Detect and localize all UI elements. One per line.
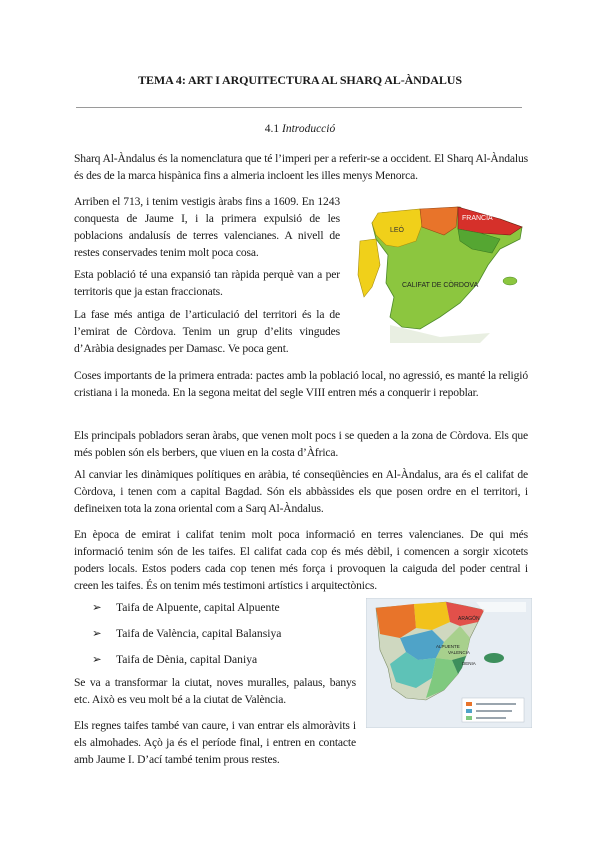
section-title: Introducció [282,123,336,135]
document-title: TEMA 4: ART I ARQUITECTURA AL SHARQ AL-ÀNDALUS [138,73,462,87]
paragraph-2: Arriben el 713, i tenim vestigis àrabs fins a 1609. En 1243 conquesta de Jaume I, i la primera expulsió de les poblacions andalusís de terres valencianes. A nivell de restes conservades tenim molt poca cosa. [74,195,340,259]
paragraph-5: Coses importants de la primera entrada: pactes amb la població local, no agressió, es manté la religió cristiana i la moneda. En la segona meitat del segle VIII entren més a conquerir i repoblar. [74,369,528,399]
legend-swatch [466,716,472,720]
paragraph-1: Sharq Al-Àndalus és la nomenclatura que té l’imperi per a referir-se a occident. El Sharq Al-Àndalus és des de la marca hispànica fins a almeria incloent les illes menys Menorca. [74,152,528,182]
section-heading [0,123,600,135]
bullet-arrow-icon: ➢ [92,627,102,640]
france-area [476,602,526,612]
balearic-islands [503,277,517,285]
map1-label-francia: FRANCIA [462,215,493,222]
map2-label-denia: DENIA [462,661,476,666]
paragraph-8: En època de emirat i califat tenim molt poca informació en terres valencianes. De qui més informació tenim són de les taifes. El califat cada cop és més dèbil, i comencen a sorgir xicotets poders locals. Estos poders cada cop tenen més força i provoquen la caiguda del poder central i creen les taifes. És on tenim més testimoni artístics i arquitectònics. [74,528,528,592]
map2-label-valencia: VALENCIA [448,650,470,655]
map1-label-califat: CALIFAT DE CÒRDOVA [402,282,479,289]
bullet-item-denia [92,652,257,667]
map2-label-alpuente: ALPUENTE [436,644,460,649]
bullet-item-alpuente [92,600,280,615]
legend-text-line [476,710,512,712]
map1-label-leo: LEÓ [390,227,405,234]
section-number: 4.1 [264,123,280,135]
taifa-kingdoms-map [366,598,532,728]
paragraph-6: Els principals pobladors seran àrabs, que venen molt pocs i se queden a la zona de Còrdova. Els que més poblen són els berbers, que viuen en la costa d’Àfrica. [74,429,528,459]
paragraph-4: La fase més antiga de l’articulació del territori és la de l’emirat de Còrdova. Tenim un grup d’elits vingudes d’Aràbia designades per Damasc. Ve poca gent. [74,308,340,355]
bullet-text: Taifa de Alpuente, capital Alpuente [116,601,280,614]
bullet-text: Taifa de València, capital Balansiya [116,627,282,640]
bullet-arrow-icon: ➢ [92,653,102,666]
paragraph-3: Esta població té una expansió tan ràpida perquè van a per territoris que ja estan fraccionats. [74,268,340,298]
title-divider [76,107,522,108]
bullet-item-valencia [92,626,281,641]
legend-swatch [466,709,472,713]
legend-text-line [476,717,506,719]
portugal-region [358,239,380,297]
legend-text-line [476,703,516,705]
mallorca-island [484,653,504,663]
paragraph-10: Els regnes taifes també van caure, i van entrar els almoràvits i els almohades. Açò ja és el període final, i entren en contacte amb Jaume I. D’ací també tenim prous restes. [74,719,356,766]
map2-label-aragon: ARAGÓN [458,616,480,622]
paragraph-7: Al canviar les dinàmiques polítiques en aràbia, té conseqüències en Al-Àndalus, ara és el califat de Còrdova, i tenen com a capital Bagdad. Són els abbàssides els que posen ordre en el territori, i defineixen tota la zona oriental com a Sarq Al-Àndalus. [74,468,528,515]
paragraph-9: Se va a transformar la ciutat, noves muralles, palaus, banys etc. Això es veu molt bé a la ciutat de València. [74,676,356,706]
bullet-arrow-icon: ➢ [92,601,102,614]
legend-swatch [466,702,472,706]
iberia-caliphate-map [350,205,532,345]
bullet-text: Taifa de Dènia, capital Daniya [116,653,258,666]
